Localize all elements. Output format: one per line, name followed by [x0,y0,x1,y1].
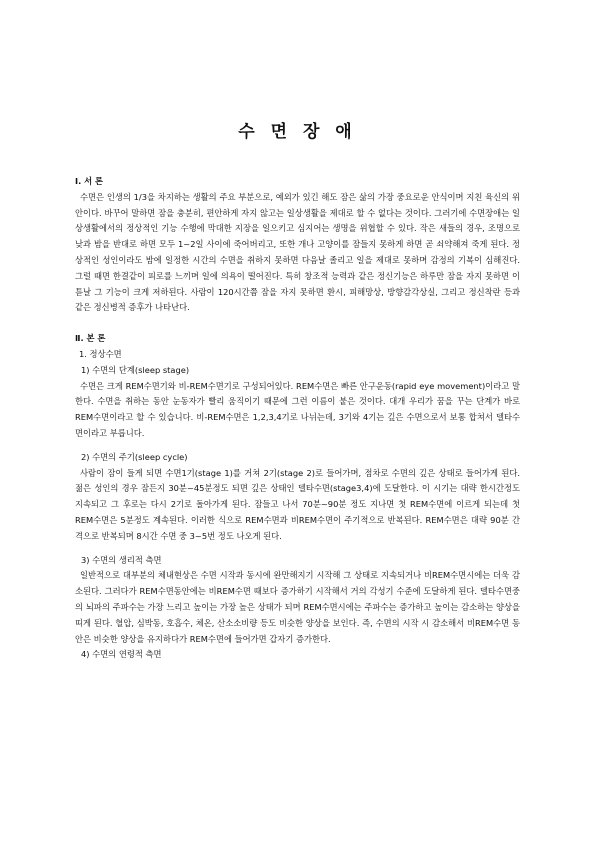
subsection-heading-physiology: 3) 수면의 생리적 측면 [81,554,162,565]
paragraph-physiology: 일반적으로 대부분의 체내현상은 수면 시작과 동시에 완만해지기 시작해 그 상태로 지속되거나 비REM수면시에는 더욱 감소된다. 그러다가 REM수면동안에는 비REM수면 때보다 증가하기 시작해서 거의 각성기 수준에 도달하게 된다. 델타수면중의 뇌파의 주파수는 가장 느리고 높이는 가장 높은 상태가 되며 REM수면시에는 주파수는 증가하고 높이는 감소하는 양상을 띠게 된다. 혈압, 심박동, 호흡수, 체온, 산소소비량 등도 비슷한 양상을 보인다. 즉, 수면의 시작 시 감소해서 비REM수면 동안은 비슷한 양상을 유지하다가 REM수면에 들어가면 갑자기 증가한다. [75,570,520,644]
document-title: 수 면 장 애 [238,122,357,142]
subsection-heading-age: 4) 수면의 연령적 측면 [81,649,162,660]
intro-paragraph: 수면은 인생의 1/3을 차지하는 생활의 주요 부분으로, 예외가 있긴 해도 잠은 삶의 가장 중요로운 안식이며 지친 육신의 위안이다. 바꾸어 말하면 잠을 충분히, 편안하게 자지 않고는 일상생활을 제대로 할 수 없다는 것이다. 그러기에 수면장애는 일상생활에서의 정상적인 기능 수행에 막대한 지장을 일으키고 심지어는 생명을 위협할 수 있다. 작은 새들의 경우, 조명으로 낮과 밤을 반대로 하면 모두 1~2일 사이에 죽어버리고, 또한 개나 고양이를 잠들지 못하게 하면 곧 쇠약해져 죽게 된다. 정상적인 성인이라도 밤에 일정한 시간의 수면을 취하지 못하면 다음날 졸리고 일을 제대로 못하며 감정의 기복이 심해진다. 그럴 때면 한결같이 피로를 느끼며 일에 의욕이 떨어진다. 특히 창조적 능력과 같은 정신기능은 하루만 잠을 자지 못하면 이튿날 그 기능이 크게 저하된다. 사람이 120시간쯤 잠을 자지 못하면 환시, 피해망상, 방향감각상실, 그리고 정신착란 등과 같은 정신병적 증후가 나타난다. [75,191,520,313]
body-heading: Ⅱ. 본 론 [75,333,106,344]
paragraph-sleep-cycle: 사람이 잠이 들게 되면 수면1기(stage 1)를 거쳐 2기(stage 2)로 들어가며, 점차로 수면의 깊은 상태로 들어가게 된다. 젊은 성인의 경우 잠든지 30분~45분정도 되면 깊은 상태인 델타수면(stage3,4)에 도달한다. 이 시기는 대략 한시간정도 지속되고 그 후로는 다시 2기로 돌아가게 된다. 잠들고 나서 70분~90분 정도 지나면 첫 REM수면에 이르게 되는데 첫 REM수면은 5분정도 계속된다. 이러한 식으로 REM수면과 비REM수면이 주기적으로 반복된다. REM수면은 대략 90분 간격으로 반복되며 8시간 수면 중 3~5번 정도 나오게 된다. [75,467,520,541]
document-content [75,174,520,663]
section-heading-normal-sleep: 1. 정상수면 [79,348,122,359]
paragraph-sleep-stage: 수면은 크게 REM수면기와 비-REM수면기로 구성되어있다. REM수면은 빠른 안구운동(rapid eye movement)이라고 말한다. 수면을 취하는 동안 눈동자가 빨리 움직이기 때문에 그런 이름이 붙은 것이다. 대개 우리가 꿈을 꾸는 단계가 바로 REM수면이라고 할 수 있습니다. 비-REM수면은 1,2,3,4기로 나뉘는데, 3기와 4기는 깊은 수면으로서 보통 합쳐서 델타수면이라고 부릅니다. [75,380,520,438]
subsection-heading-sleep-stage: 1) 수면의 단계(sleep stage) [81,364,190,375]
subsection-heading-sleep-cycle: 2) 수면의 주기(sleep cycle) [81,451,188,462]
intro-heading: Ⅰ. 서 론 [75,176,104,186]
